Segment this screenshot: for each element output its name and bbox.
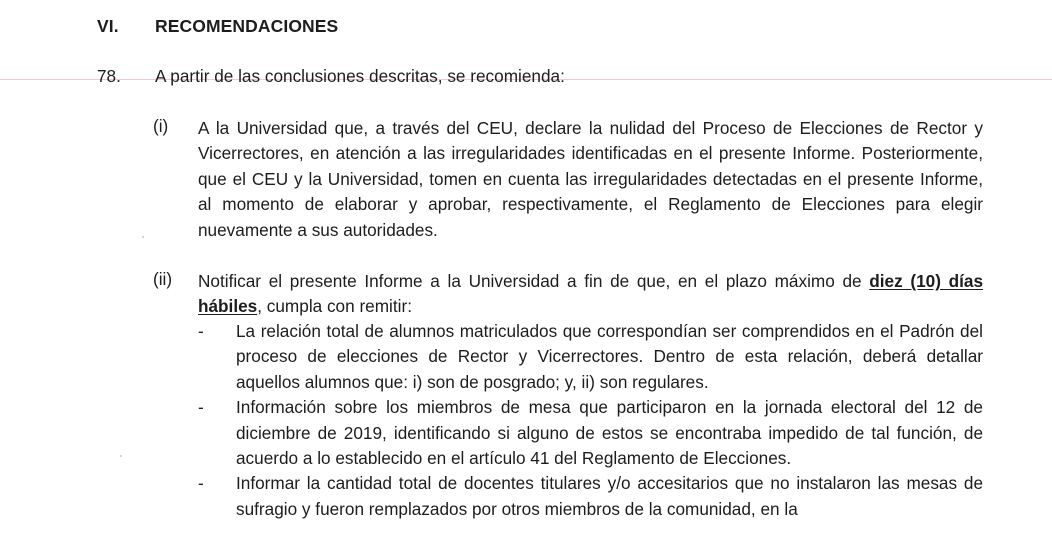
deadline-emphasis: diez (10) días hábiles [198,271,984,317]
list-item-text: La relación total de alumnos matriculados que correspondían ser comprendidos en el Padrón del proceso de elecciones de Rector y Vicerrectores. Dentro de esta relación, deberá detallar aquellos alumnos que: i) son de posgrado; y, ii) son regulares. [236,321,983,392]
item-label: (ii) [153,269,173,289]
bullet-marker: - [198,397,204,418]
list-item [198,395,983,471]
item-text: A la Universidad que, a través del CEU, declare la nulidad del Proceso de Elecciones de Rector y Vicerrectores, en atención a las irregularidades identificadas en el presente Informe. Posteriormente, que el CEU y la Universidad, tomen en cuenta las irregularidades detectadas en el presente Informe, al momento de elaborar y aprobar, respectivamente, el Reglamento de Elecciones para elegir nuevamente a sus autoridades. [198,118,983,240]
bullet-marker: - [198,321,204,341]
list-item-text: Informar la cantidad total de docentes titulares y/o accesitarios que no instalaron las mesas de sufragio y fueron remplazados por otros miembros de la comunidad, en la [236,473,983,519]
paragraph-number: 78. [97,66,121,86]
requirements-list [198,319,983,522]
item-label: (i) [153,116,169,136]
item-text [198,269,983,320]
scan-speck [142,236,144,238]
section-number: VI. [97,16,119,36]
scan-speck [120,455,122,457]
item-text-tail: , cumpla con remitir: [257,296,412,317]
section-title: RECOMENDACIONES [155,16,339,36]
list-item [198,471,983,522]
paragraph-text: A partir de las conclusiones descritas, se recomienda: [155,66,565,86]
list-item-text: Información sobre los miembros de mesa que participaron en la jornada electoral del 12 de diciembre de 2019, identificando si alguno de estos se encontraba impedido de tal función, de acuerdo a lo establecido en el artículo 41 del Reglamento de Elecciones. [236,397,983,469]
item-text-intro: Notificar el presente Informe a la Universidad a fin de que, en el plazo máximo de [198,271,870,291]
list-item [198,319,983,395]
bullet-marker: - [198,473,204,494]
